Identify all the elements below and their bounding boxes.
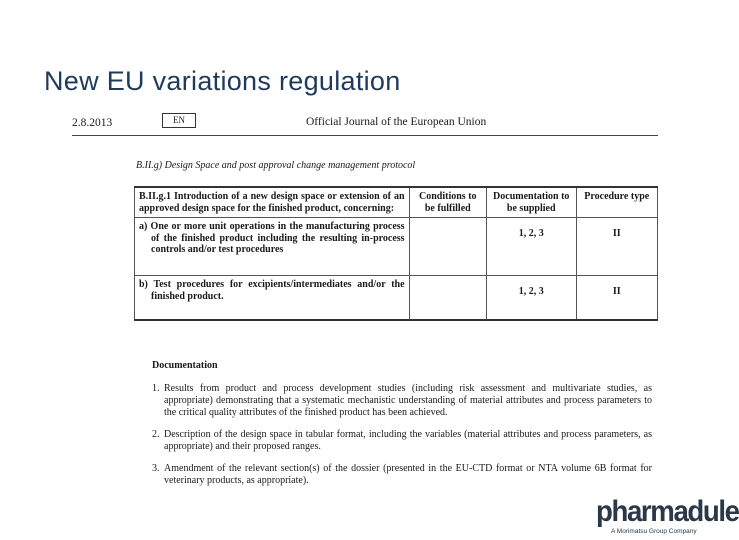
row-conditions [409, 276, 486, 320]
documentation-list [152, 383, 652, 497]
slide-title: New EU variations regulation [44, 66, 401, 96]
journal-language-badge: EN [162, 113, 196, 128]
item-text: Description of the design space in tabular format, including the variables (material attributes and process parameters, as appropriate) and their proposed ranges. [164, 429, 652, 452]
journal-date: 2.8.2013 [72, 117, 113, 129]
brand-logo [596, 495, 739, 535]
row-conditions [409, 218, 486, 276]
variation-table [134, 186, 658, 321]
row-procedure: II [576, 276, 658, 320]
header-procedure: Procedure type [576, 187, 658, 218]
brand-tagline: A Morimatsu Group Company [611, 528, 697, 535]
list-item [152, 463, 652, 487]
row-description: a) One or more unit operations in the manufacturing process of the finished product including the resulting in-process controls and/or test procedures [135, 218, 410, 276]
brand-name: pharmadule [596, 495, 739, 528]
item-number: 2. [152, 429, 160, 440]
journal-title: Official Journal of the European Union [306, 116, 487, 128]
table-row [135, 218, 658, 276]
list-item [152, 383, 652, 419]
documentation-heading: Documentation [152, 360, 218, 371]
row-documentation: 1, 2, 3 [487, 218, 577, 276]
header-conditions: Conditions to be fulfilled [409, 187, 486, 218]
item-number: 1. [152, 383, 160, 394]
item-text: Results from product and process development studies (including risk assessment and multivariate studies, as appropriate) demonstrating that a systematic mechanistic understanding of material attributes and process parameters to the critical quality attributes of the finished product has been achieved. [164, 383, 652, 418]
header-description: B.II.g.1 Introduction of a new design space or extension of an approved design space for the finished product, concerning: [135, 187, 410, 218]
row-documentation: 1, 2, 3 [487, 276, 577, 320]
row-description: b) Test procedures for excipients/intermediates and/or the finished product. [135, 276, 410, 320]
row-procedure: II [576, 218, 658, 276]
table-header-row [135, 187, 658, 218]
header-documentation: Documentation to be supplied [487, 187, 577, 218]
list-item [152, 429, 652, 453]
item-number: 3. [152, 463, 160, 474]
table-row [135, 276, 658, 320]
section-heading: B.II.g) Design Space and post approval change management protocol [136, 160, 416, 171]
journal-header [72, 113, 658, 136]
item-text: Amendment of the relevant section(s) of the dossier (presented in the EU-CTD format or NTA volume 6B format for veterinary products, as appropriate). [164, 463, 652, 486]
